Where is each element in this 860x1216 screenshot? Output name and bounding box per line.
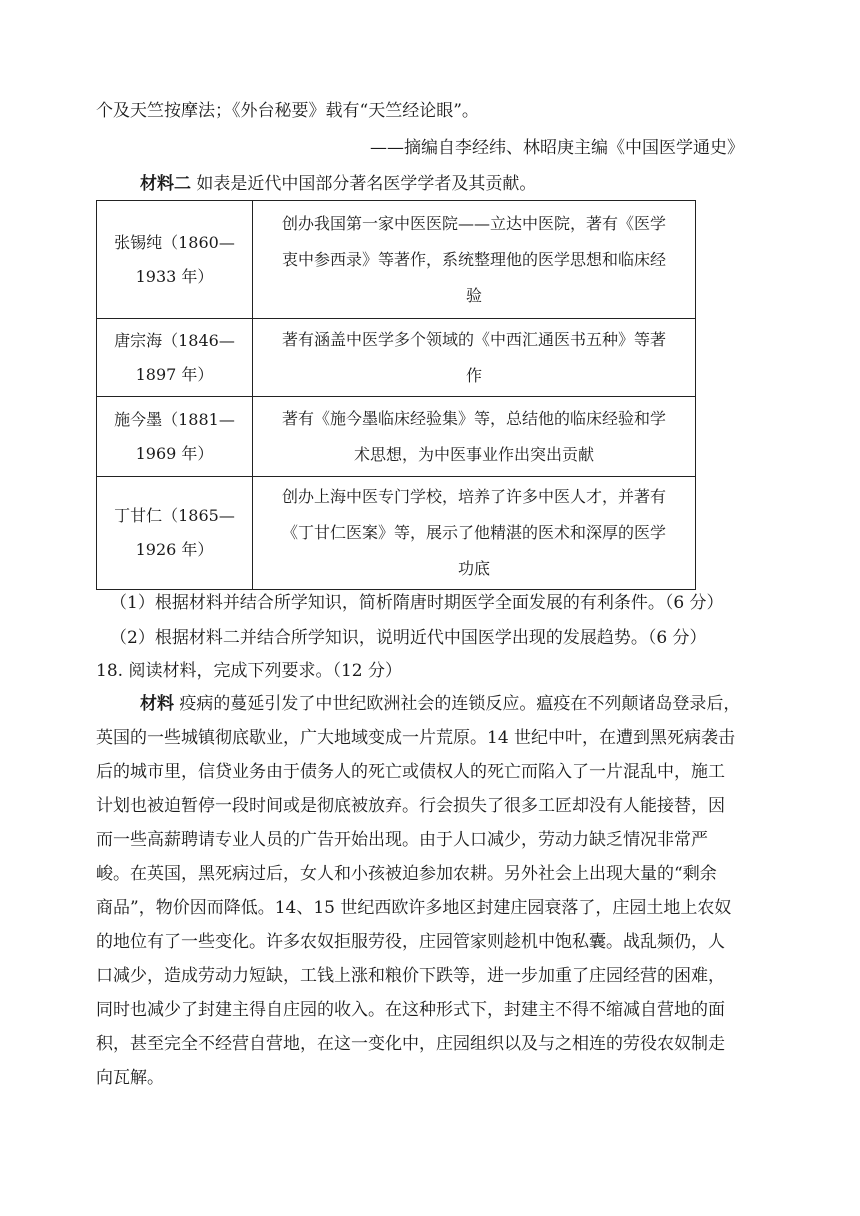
material2-label: 材料二 [140,174,191,194]
material-line: 同时也减少了封建主得自庄园的收入。在这种形式下，封建主不得不缩减自营地的面 [96,1000,725,1020]
table-row [97,201,695,319]
contribution-line: 创办上海中医专门学校，培养了许多中医人才，并著有 [281,487,666,506]
scholar-name-cell [97,201,253,318]
material-line: 积，甚至完全不经营自营地，在这一变化中，庄园组织以及与之相连的劳役农奴制走 [96,1034,725,1054]
scholar-years: 1969 年） [135,443,214,463]
contribution-line: 功底 [457,559,490,578]
material2-heading [140,176,536,193]
material-line: 口减少，造成劳动力短缺，工钱上涨和粮价下跌等，进一步加重了庄园经营的困难， [96,966,725,986]
material-line: 而一些高薪聘请专业人员的广告开始出现。由于人口减少，劳动力缺乏情况非常严 [96,830,708,850]
scholar-name: 丁甘仁（1865— [114,506,235,525]
scholars-table [96,200,696,590]
scholar-name: 施今墨（1881— [114,409,235,429]
scholar-name: 唐宗海（1846— [114,330,235,350]
material-line: 峻。在英国，黑死病过后，女人和小孩被迫参加农耕。另外社会上出现大量的“剩余 [96,864,717,884]
material-line: 向瓦解。 [96,1068,164,1088]
scholar-name-cell [97,397,253,476]
contribution-line: 作 [465,365,482,385]
scholar-contribution-cell [253,477,695,589]
question-2: （2）根据材料二并结合所学知识，说明近代中国医学出现的发展趋势。（6 分） [110,628,707,648]
material-line: 英国的一些城镇彻底歇业，广大地域变成一片荒原。14 世纪中叶，在遭到黑死病袭击 [96,728,736,748]
contribution-line: 著有《施今墨临床经验集》等，总结他的临床经验和学 [281,408,666,428]
material-first-line [140,696,740,713]
material-label: 材料 [140,694,174,714]
scholar-years: 1897 年） [135,364,214,384]
question-1: （1）根据材料并结合所学知识，简析隋唐时期医学全面发展的有利条件。（6 分） [110,593,724,613]
material-line: 的地位有了一些变化。许多农奴拒服劳役，庄园管家则趁机中饱私囊。战乱频仍，人 [96,932,725,952]
contribution-line: 创办我国第一家中医医院——立达中医院，著有《医学 [281,213,666,233]
material-line: 商品”，物价因而降低。14、15 世纪西欧许多地区封建庄园衰落了，庄园土地上农奴 [96,898,732,918]
scholar-name-cell [97,319,253,396]
table-row [97,477,695,589]
contribution-line: 术思想，为中医事业作出突出贡献 [353,444,594,464]
scholar-contribution-cell [253,201,695,318]
scholar-name: 张锡纯（1860— [114,232,235,252]
contribution-line: 著有涵盖中医学多个领域的《中西汇通医书五种》等著 [281,329,666,349]
source-citation: ——摘编自李经纬、林昭庚主编《中国医学通史》 [370,138,744,158]
table-row [97,319,695,397]
scholar-years: 1926 年） [135,540,214,559]
contribution-line: 衷中参西录》等著作，系统整理他的医学思想和临床经 [281,249,666,269]
contribution-line: 《丁甘仁医案》等，展示了他精湛的医术和深厚的医学 [281,523,666,542]
material-line: 后的城市里，信贷业务由于债务人的死亡或债权人的死亡而陷入了一片混乱中，施工 [96,762,725,782]
text-line: 个及天竺按摩法；《外台秘要》载有“天竺经论眼”。 [96,101,479,121]
material-line: 计划也被迫暂停一段时间或是彻底被放弃。行会损失了很多工匠却没有人能接替，因 [96,796,725,816]
table-row [97,397,695,477]
question-18: 18. 阅读材料，完成下列要求。（12 分） [96,661,402,681]
scholar-contribution-cell [253,319,695,396]
material-text: 疫病的蔓延引发了中世纪欧洲社会的连锁反应。瘟疫在不列颠诸岛登录后， [179,694,741,714]
scholar-contribution-cell [253,397,695,476]
scholar-years: 1933 年） [135,266,214,286]
scholar-name-cell [97,477,253,589]
contribution-line: 验 [465,285,482,305]
material2-text: 如表是近代中国部分著名医学学者及其贡献。 [196,174,537,194]
